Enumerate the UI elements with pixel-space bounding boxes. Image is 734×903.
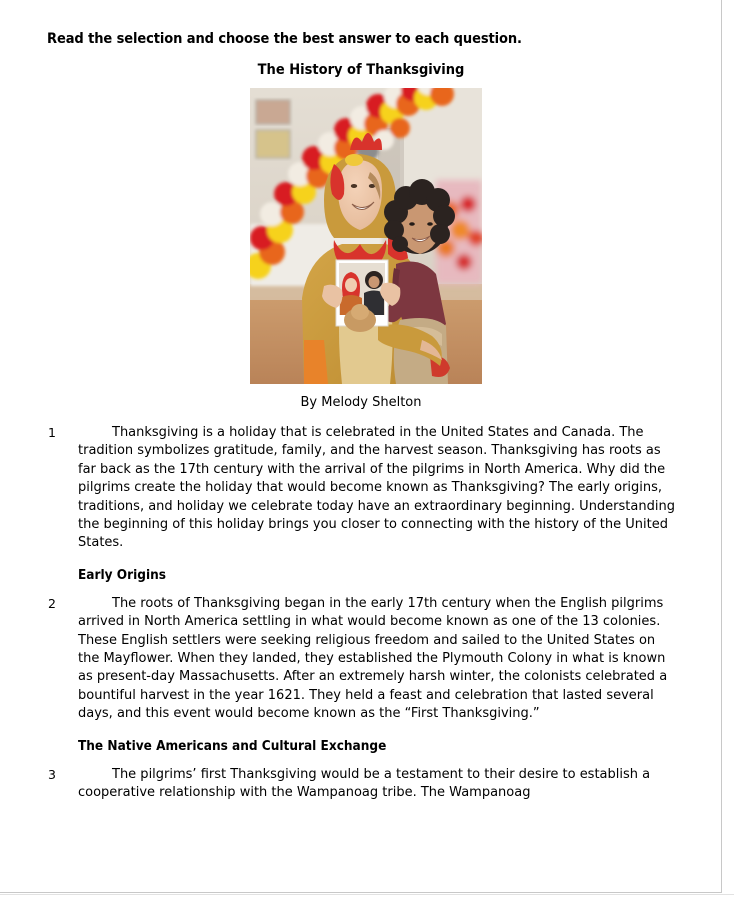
paragraph-number: 2 [48, 595, 56, 611]
paragraph-number: 1 [48, 425, 56, 440]
paragraph-number: 3 [48, 766, 56, 782]
section-heading-native-americans: The Native Americans and Cultural Exchange [78, 737, 387, 754]
paragraph-2 [47, 595, 677, 724]
article-body [47, 424, 677, 817]
page-break-divider [0, 894, 734, 903]
section-heading-early-origins: Early Origins [78, 566, 166, 583]
byline: By Melody Shelton [300, 395, 422, 410]
paragraph-1 [47, 424, 677, 553]
page-title: The History of Thanksgiving [257, 62, 465, 78]
paragraph-text: The roots of Thanksgiving began in the early 17th century when the English pilgrims arrived in North America settling in what would become known as one of the 13 colonies. These English settlers were seeking religious freedom and sailed to the United States on the Mayflower. When they landed, they established the Plymouth Colony in what is known as present-day Massachusetts. After an extremely harsh winter, the colonists celebrated a bountiful harvest in the year 1621. They held a feast and celebration that lasted several days, and this event would become known as the “First Thanksgiving.” [78, 595, 668, 722]
paragraph-text: Thanksgiving is a holiday that is celebrated in the United States and Canada. The tradition symbolizes gratitude, family, and the harvest season. Thanksgiving has roots as far back as the 17th century with the arrival of the pilgrims in North America. Why did the pilgrims create the holiday that would become known as Thanksgiving? The early origins, traditions, and holiday we celebrate today have an extraordinary beginning. Understanding the beginning of this holiday brings you closer to connecting with the history of the United States. [78, 425, 675, 551]
paragraph-3 [47, 766, 677, 803]
article-photo-illustration [250, 88, 482, 384]
instruction-line: Read the selection and choose the best answer to each question. [47, 31, 522, 47]
paragraph-text: The pilgrims’ first Thanksgiving would be a testament to their desire to establish a cooperative relationship with the Wampanoag tribe. The Wampanoag [78, 766, 651, 801]
article-photo [250, 88, 482, 384]
